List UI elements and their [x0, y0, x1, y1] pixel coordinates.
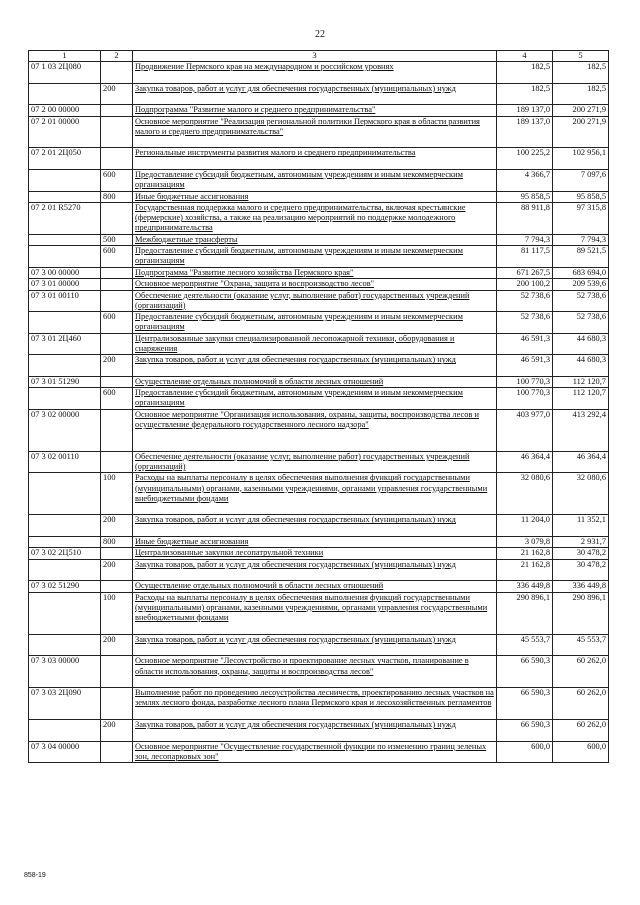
header-col-4: 4 — [497, 51, 553, 62]
expense-type-cell — [101, 548, 133, 559]
header-col-5: 5 — [553, 51, 609, 62]
table-row — [29, 169, 609, 191]
amount-year1-cell: 52 738,6 — [497, 290, 553, 312]
expense-type-cell: 100 — [101, 592, 133, 634]
amount-year1-cell: 46 591,3 — [497, 333, 553, 355]
expense-type-cell — [101, 741, 133, 763]
expense-type-cell: 500 — [101, 234, 133, 245]
expense-type-cell — [101, 656, 133, 688]
header-col-3: 3 — [133, 51, 497, 62]
expense-type-cell: 800 — [101, 191, 133, 202]
amount-year1-cell: 100 225,2 — [497, 148, 553, 170]
budget-code-cell: 07 2 01 00000 — [29, 116, 101, 148]
budget-code-cell — [29, 537, 101, 548]
amount-year2-cell: 600,0 — [553, 741, 609, 763]
budget-code-cell — [29, 515, 101, 537]
table-row — [29, 688, 609, 720]
expense-type-cell: 200 — [101, 634, 133, 656]
expense-type-cell — [101, 451, 133, 473]
amount-year2-cell: 89 521,5 — [553, 246, 609, 268]
item-name-cell: Предоставление субсидий бюджетным, автономным учреждениям и иным некоммерческим организациям — [133, 312, 497, 334]
amount-year1-cell: 81 117,5 — [497, 246, 553, 268]
expense-type-cell: 200 — [101, 83, 133, 105]
table-row — [29, 62, 609, 84]
amount-year2-cell: 60 262,0 — [553, 688, 609, 720]
expense-type-cell: 800 — [101, 537, 133, 548]
expense-type-cell: 600 — [101, 312, 133, 334]
budget-code-cell — [29, 592, 101, 634]
amount-year1-cell: 403 977,0 — [497, 409, 553, 451]
expense-type-cell: 600 — [101, 388, 133, 410]
budget-code-cell: 07 3 02 2Ц510 — [29, 548, 101, 559]
amount-year1-cell: 3 079,8 — [497, 537, 553, 548]
table-row — [29, 290, 609, 312]
budget-code-cell — [29, 559, 101, 581]
header-col-1: 1 — [29, 51, 101, 62]
item-name-cell: Централизованные закупки специализированной лесопожарной техники, оборудования и снаряжения — [133, 333, 497, 355]
budget-code-cell: 07 3 01 00000 — [29, 279, 101, 290]
table-row — [29, 148, 609, 170]
table-row — [29, 234, 609, 245]
table-row — [29, 279, 609, 290]
amount-year2-cell: 209 539,6 — [553, 279, 609, 290]
amount-year2-cell: 200 271,9 — [553, 116, 609, 148]
amount-year2-cell: 32 080,6 — [553, 473, 609, 515]
expense-type-cell: 200 — [101, 559, 133, 581]
budget-code-cell: 07 3 02 00110 — [29, 451, 101, 473]
table-row — [29, 548, 609, 559]
table-row — [29, 656, 609, 688]
expense-type-cell — [101, 116, 133, 148]
expense-type-cell — [101, 290, 133, 312]
budget-code-cell: 07 3 04 00000 — [29, 741, 101, 763]
amount-year2-cell: 182,5 — [553, 83, 609, 105]
amount-year2-cell: 2 931,7 — [553, 537, 609, 548]
budget-code-cell: 07 3 02 00000 — [29, 409, 101, 451]
budget-code-cell — [29, 169, 101, 191]
table-header-row — [29, 51, 609, 62]
amount-year2-cell: 60 262,0 — [553, 720, 609, 742]
item-name-cell: Осуществление отдельных полномочий в области лесных отношений — [133, 581, 497, 592]
amount-year1-cell: 600,0 — [497, 741, 553, 763]
budget-code-cell — [29, 312, 101, 334]
table-row — [29, 581, 609, 592]
amount-year2-cell: 200 271,9 — [553, 105, 609, 116]
amount-year2-cell: 336 449,8 — [553, 581, 609, 592]
expense-type-cell — [101, 581, 133, 592]
expense-type-cell — [101, 62, 133, 84]
expense-type-cell: 200 — [101, 355, 133, 377]
table-row — [29, 559, 609, 581]
item-name-cell: Иные бюджетные ассигнования — [133, 191, 497, 202]
table-row — [29, 355, 609, 377]
amount-year2-cell: 44 680,3 — [553, 333, 609, 355]
budget-code-cell — [29, 473, 101, 515]
budget-code-cell: 07 2 00 00000 — [29, 105, 101, 116]
budget-code-cell: 07 3 01 51290 — [29, 376, 101, 387]
amount-year1-cell: 200 100,2 — [497, 279, 553, 290]
item-name-cell: Подпрограмма "Развитие малого и среднего предпринимательства" — [133, 105, 497, 116]
item-name-cell: Закупка товаров, работ и услуг для обеспечения государственных (муниципальных) нужд — [133, 559, 497, 581]
amount-year1-cell: 189 137,0 — [497, 116, 553, 148]
amount-year2-cell: 45 553,7 — [553, 634, 609, 656]
budget-code-cell — [29, 634, 101, 656]
item-name-cell: Закупка товаров, работ и услуг для обеспечения государственных (муниципальных) нужд — [133, 720, 497, 742]
table-row — [29, 592, 609, 634]
budget-code-cell: 07 3 03 00000 — [29, 656, 101, 688]
page-number: 22 — [315, 29, 325, 40]
item-name-cell: Закупка товаров, работ и услуг для обеспечения государственных (муниципальных) нужд — [133, 83, 497, 105]
table-row — [29, 246, 609, 268]
amount-year2-cell: 11 352,1 — [553, 515, 609, 537]
amount-year2-cell: 52 738,6 — [553, 312, 609, 334]
budget-table — [28, 50, 609, 763]
amount-year1-cell: 66 590,3 — [497, 688, 553, 720]
budget-code-cell — [29, 83, 101, 105]
table-row — [29, 720, 609, 742]
amount-year2-cell: 683 694,0 — [553, 267, 609, 278]
table-row — [29, 451, 609, 473]
item-name-cell: Основное мероприятие "Лесоустройство и проектирование лесных участков, планирование в области использования, охраны, защиты и воспроизводства лесов" — [133, 656, 497, 688]
item-name-cell: Закупка товаров, работ и услуг для обеспечения государственных (муниципальных) нужд — [133, 634, 497, 656]
amount-year1-cell: 21 162,8 — [497, 559, 553, 581]
amount-year1-cell: 46 591,3 — [497, 355, 553, 377]
table-row — [29, 83, 609, 105]
item-name-cell: Региональные инструменты развития малого и среднего предпринимательства — [133, 148, 497, 170]
budget-code-cell: 07 3 01 2Ц460 — [29, 333, 101, 355]
amount-year1-cell: 100 770,3 — [497, 388, 553, 410]
expense-type-cell: 100 — [101, 473, 133, 515]
amount-year2-cell: 95 858,5 — [553, 191, 609, 202]
budget-code-cell: 07 3 00 00000 — [29, 267, 101, 278]
expense-type-cell — [101, 688, 133, 720]
item-name-cell: Выполнение работ по проведению лесоустройства лесничеств, проектированию лесных участков на землях лесного фонда, разработке лесного плана Пермского края и лесохозяйственных регламентов — [133, 688, 497, 720]
item-name-cell: Осуществление отдельных полномочий в области лесных отношений — [133, 376, 497, 387]
budget-code-cell: 07 3 02 51290 — [29, 581, 101, 592]
expense-type-cell — [101, 376, 133, 387]
item-name-cell: Основное мероприятие "Реализация региональной политики Пермского края в области развития малого и среднего предпринимательства" — [133, 116, 497, 148]
table-row — [29, 741, 609, 763]
budget-code-cell: 07 2 01 2Ц050 — [29, 148, 101, 170]
budget-code-cell — [29, 191, 101, 202]
amount-year2-cell: 30 478,2 — [553, 559, 609, 581]
amount-year1-cell: 88 911,8 — [497, 202, 553, 234]
table-row — [29, 191, 609, 202]
expense-type-cell — [101, 202, 133, 234]
expense-type-cell: 600 — [101, 169, 133, 191]
amount-year1-cell: 95 858,5 — [497, 191, 553, 202]
amount-year1-cell: 7 794,3 — [497, 234, 553, 245]
budget-code-cell — [29, 355, 101, 377]
item-name-cell: Расходы на выплаты персоналу в целях обеспечения выполнения функций государственными (муниципальными) органами, казенными учреждениями, органами управления государственными внебюджетными фондами — [133, 592, 497, 634]
expense-type-cell: 600 — [101, 246, 133, 268]
amount-year1-cell: 66 590,3 — [497, 656, 553, 688]
budget-code-cell — [29, 246, 101, 268]
item-name-cell: Основное мероприятие "Осуществление государственной функции по изменению границ зеленых зон, лесопарковых зон" — [133, 741, 497, 763]
amount-year1-cell: 52 738,6 — [497, 312, 553, 334]
item-name-cell: Закупка товаров, работ и услуг для обеспечения государственных (муниципальных) нужд — [133, 515, 497, 537]
amount-year1-cell: 671 267,5 — [497, 267, 553, 278]
item-name-cell: Расходы на выплаты персоналу в целях обеспечения выполнения функций государственными (муниципальными) органами, казенными учреждениями, органами управления государственными внебюджетными фондами — [133, 473, 497, 515]
amount-year2-cell: 112 120,7 — [553, 376, 609, 387]
amount-year1-cell: 32 080,6 — [497, 473, 553, 515]
header-col-2: 2 — [101, 51, 133, 62]
amount-year2-cell: 413 292,4 — [553, 409, 609, 451]
amount-year1-cell: 45 553,7 — [497, 634, 553, 656]
expense-type-cell: 200 — [101, 720, 133, 742]
expense-type-cell — [101, 148, 133, 170]
amount-year2-cell: 60 262,0 — [553, 656, 609, 688]
amount-year2-cell: 102 956,1 — [553, 148, 609, 170]
expense-type-cell — [101, 279, 133, 290]
table-row — [29, 388, 609, 410]
table-row — [29, 312, 609, 334]
amount-year2-cell: 52 738,6 — [553, 290, 609, 312]
amount-year1-cell: 290 896,1 — [497, 592, 553, 634]
amount-year2-cell: 182,5 — [553, 62, 609, 84]
table-row — [29, 537, 609, 548]
table-row — [29, 267, 609, 278]
expense-type-cell — [101, 267, 133, 278]
item-name-cell: Продвижение Пермского края на международном и российском уровнях — [133, 62, 497, 84]
amount-year1-cell: 100 770,3 — [497, 376, 553, 387]
table-row — [29, 376, 609, 387]
budget-code-cell — [29, 388, 101, 410]
budget-code-cell: 07 1 03 2Ц080 — [29, 62, 101, 84]
amount-year1-cell: 66 590,3 — [497, 720, 553, 742]
table-row — [29, 116, 609, 148]
expense-type-cell — [101, 333, 133, 355]
footer-code: 858-19 — [24, 872, 46, 879]
item-name-cell: Предоставление субсидий бюджетным, автономным учреждениям и иным некоммерческим организациям — [133, 388, 497, 410]
item-name-cell: Предоставление субсидий бюджетным, автономным учреждениям и иным некоммерческим организациям — [133, 169, 497, 191]
amount-year1-cell: 46 364,4 — [497, 451, 553, 473]
amount-year2-cell: 7 794,3 — [553, 234, 609, 245]
item-name-cell: Межбюджетные трансферты — [133, 234, 497, 245]
amount-year1-cell: 21 162,8 — [497, 548, 553, 559]
amount-year2-cell: 7 097,6 — [553, 169, 609, 191]
table-row — [29, 634, 609, 656]
expense-type-cell: 200 — [101, 515, 133, 537]
amount-year1-cell: 182,5 — [497, 83, 553, 105]
table-row — [29, 515, 609, 537]
table-row — [29, 473, 609, 515]
amount-year2-cell: 44 680,3 — [553, 355, 609, 377]
amount-year1-cell: 11 204,0 — [497, 515, 553, 537]
item-name-cell: Подпрограмма "Развитие лесного хозяйства Пермского края" — [133, 267, 497, 278]
amount-year2-cell: 97 315,8 — [553, 202, 609, 234]
table-row — [29, 202, 609, 234]
item-name-cell: Централизованные закупки лесопатрульной техники — [133, 548, 497, 559]
item-name-cell: Обеспечение деятельности (оказание услуг, выполнение работ) государственных учреждений (организаций) — [133, 290, 497, 312]
table-row — [29, 105, 609, 116]
amount-year2-cell: 290 896,1 — [553, 592, 609, 634]
amount-year2-cell: 112 120,7 — [553, 388, 609, 410]
amount-year1-cell: 189 137,0 — [497, 105, 553, 116]
budget-code-cell — [29, 720, 101, 742]
expense-type-cell — [101, 105, 133, 116]
budget-code-cell — [29, 234, 101, 245]
item-name-cell: Обеспечение деятельности (оказание услуг, выполнение работ) государственных учреждений (организаций) — [133, 451, 497, 473]
item-name-cell: Государственная поддержка малого и среднего предпринимательства, включая крестьянские (фермерские) хозяйства, а также на реализацию мероприятий по поддержке молодежного предпринимательства — [133, 202, 497, 234]
amount-year1-cell: 336 449,8 — [497, 581, 553, 592]
budget-code-cell: 07 3 03 2Ц090 — [29, 688, 101, 720]
amount-year2-cell: 30 478,2 — [553, 548, 609, 559]
table-row — [29, 409, 609, 451]
amount-year1-cell: 182,5 — [497, 62, 553, 84]
item-name-cell: Основное мероприятие "Охрана, защита и воспроизводство лесов" — [133, 279, 497, 290]
item-name-cell: Предоставление субсидий бюджетным, автономным учреждениям и иным некоммерческим организациям — [133, 246, 497, 268]
budget-code-cell: 07 2 01 R5270 — [29, 202, 101, 234]
budget-code-cell: 07 3 01 00110 — [29, 290, 101, 312]
table-row — [29, 333, 609, 355]
item-name-cell: Основное мероприятие "Организация использования, охраны, защиты, воспроизводства лесов и осуществление федерального государственного лесного надзора" — [133, 409, 497, 451]
expense-type-cell — [101, 409, 133, 451]
amount-year2-cell: 46 364,4 — [553, 451, 609, 473]
item-name-cell: Закупка товаров, работ и услуг для обеспечения государственных (муниципальных) нужд — [133, 355, 497, 377]
amount-year1-cell: 4 366,7 — [497, 169, 553, 191]
item-name-cell: Иные бюджетные ассигнования — [133, 537, 497, 548]
